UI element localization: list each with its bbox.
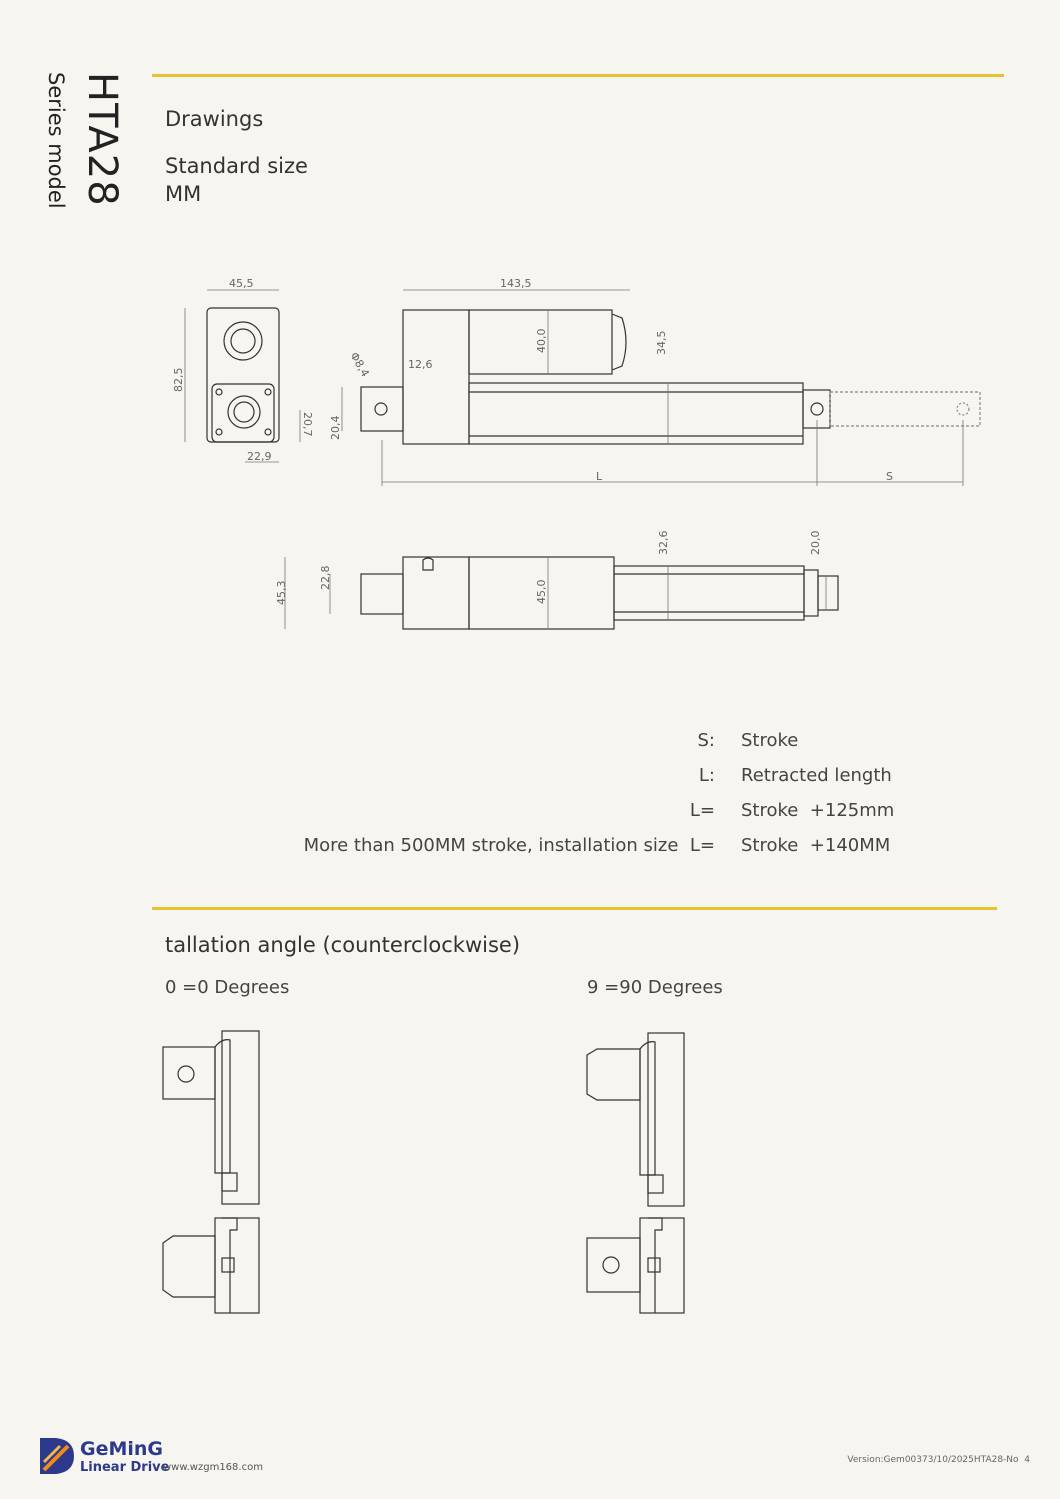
dim-40-0: 40,0 [535, 328, 548, 353]
installation-heading: tallation angle (counterclockwise) [165, 933, 521, 957]
dim-L-label: L [596, 470, 603, 483]
dim-length-top: 143,5 [500, 277, 532, 290]
unit-label: MM [165, 182, 202, 206]
legend-val-l-eq: Stroke +125mm [741, 800, 895, 821]
dim-45-0: 45,0 [535, 579, 548, 604]
dim-22-8: 22,8 [319, 565, 332, 590]
footer-version: Version:Gem00373/10/2025HTA28-No 4 [847, 1455, 1030, 1465]
legend-key-500mm: More than 500MM stroke, installation size L= [303, 835, 715, 856]
legend-val-l: Retracted length [741, 765, 892, 786]
legend-key-l: L: [698, 765, 715, 786]
dim-20-7: 20,7 [301, 412, 314, 437]
section-rule [152, 907, 997, 910]
installation-drawing [0, 1010, 1060, 1330]
drawings-heading: Drawings [165, 107, 264, 131]
dim-20-4: 20,4 [329, 415, 342, 440]
dim-12-6: 12,6 [408, 358, 433, 371]
angle-0-label: 0 =0 Degrees [165, 977, 290, 998]
brand-name-top: GeMinG [80, 1438, 164, 1460]
legend-val-s: Stroke [741, 730, 799, 751]
legend-key-l-eq: L= [689, 800, 715, 821]
technical-drawing [0, 0, 1060, 700]
dim-34-5: 34,5 [655, 330, 668, 355]
dim-22-9: 22,9 [247, 450, 272, 463]
dim-32-6: 32,6 [657, 530, 670, 555]
clevis-0-top [163, 1047, 215, 1099]
standard-size-label: Standard size [165, 154, 308, 178]
legend-key-s: S: [697, 730, 715, 751]
footer-url: www.wzgm168.com [163, 1462, 263, 1473]
geming-logo-icon [38, 1436, 78, 1476]
brand-name-bottom: Linear Drive [80, 1460, 170, 1475]
angle-90-label: 9 =90 Degrees [587, 977, 723, 998]
dim-height-left: 82,5 [172, 367, 185, 392]
dim-pin-dia: Φ8,4 [347, 350, 372, 380]
dim-S-label: S [886, 470, 893, 483]
dim-45-3: 45,3 [275, 580, 288, 605]
legend-val-500mm: Stroke +140MM [741, 835, 891, 856]
model-title: HTA28 [79, 72, 125, 207]
series-label: Series model [44, 72, 68, 209]
dim-20-0: 20,0 [809, 530, 822, 555]
dim-width-top: 45,5 [229, 277, 254, 290]
